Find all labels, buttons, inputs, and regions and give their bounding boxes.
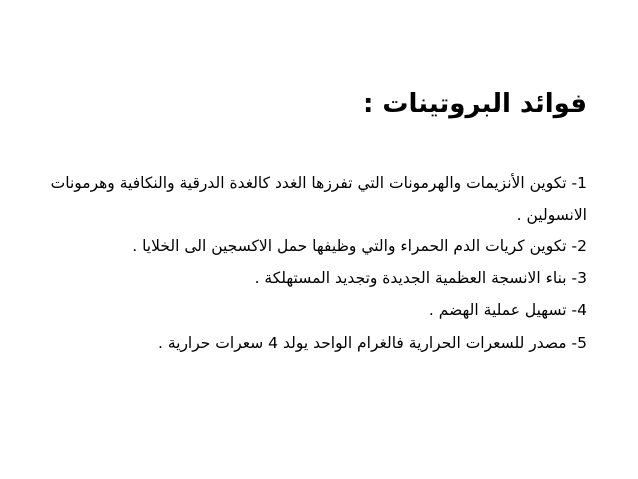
- list-item-2: 2- تكوين كريات الدم الحمراء والتي وظيفها حمل الاكسجين الى الخلايا .: [132, 237, 587, 255]
- list-item-3: 3- بناء الانسجة العظمية الجديدة وتجديد المستهلكة .: [254, 269, 587, 287]
- slide-title: فوائد البروتينات :: [362, 89, 587, 119]
- list-item-1-continuation: الانسولين .: [516, 206, 587, 224]
- list-item-5: 5- مصدر للسعرات الحرارية فالغرام الواحد يولد 4 سعرات حرارية .: [157, 334, 587, 352]
- list-item-4: 4- تسهيل عملية الهضم .: [428, 301, 587, 319]
- list-item-1: 1- تكوين الأنزيمات والهرمونات التي تفرزها الغدد كالغدة الدرقية والنكافية وهرمونات: [50, 174, 587, 192]
